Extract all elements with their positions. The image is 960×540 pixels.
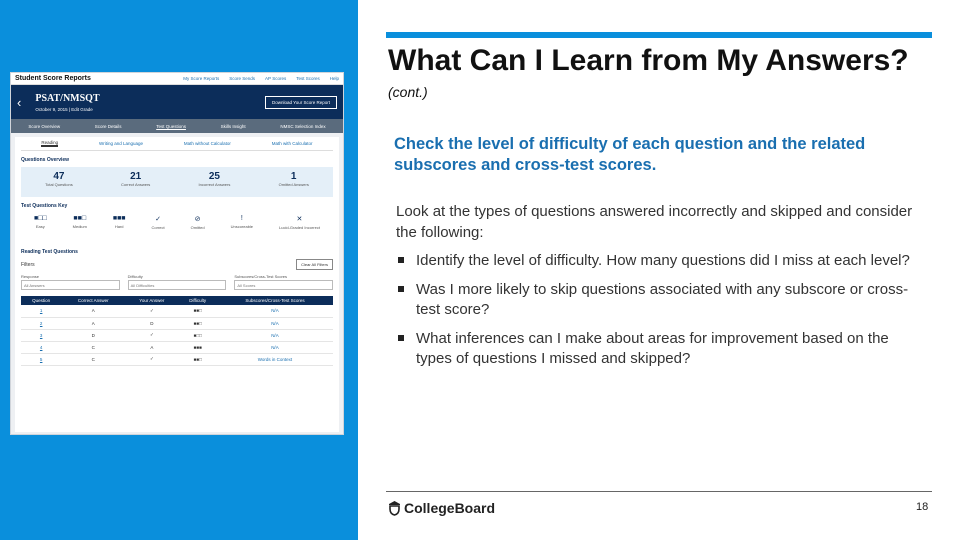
- bullet-square-icon: [398, 335, 404, 341]
- tab-test-questions[interactable]: Test Questions: [156, 123, 186, 129]
- bullet-square-icon: [398, 286, 404, 292]
- tab-reading[interactable]: Reading: [41, 140, 59, 145]
- report-nav-tabs: [11, 119, 343, 133]
- top-link[interactable]: AP Scores: [265, 76, 287, 81]
- col-subscores[interactable]: Subscores/Cross-Test Scores: [217, 296, 333, 305]
- back-chevron-icon[interactable]: ‹: [17, 94, 22, 110]
- key-item: ■■□ Medium: [72, 215, 87, 229]
- footer-rule: [386, 491, 932, 492]
- filter-selects: [21, 274, 333, 290]
- key-item: ⊘ Omitted: [190, 216, 205, 230]
- download-report-button[interactable]: Download Your Score Report: [265, 96, 337, 109]
- key-item: ■□□ Easy: [33, 215, 47, 229]
- col-correct[interactable]: Correct Answer: [61, 296, 125, 305]
- questions-overview: [21, 167, 333, 197]
- key-item: ✕ Lucid-Graded Incorrect: [279, 216, 320, 230]
- subject-tabs: [21, 137, 333, 151]
- top-link[interactable]: Test Scores: [296, 76, 320, 81]
- overview-stat: 25 Incorrect Answers: [198, 171, 231, 187]
- tab-score-details[interactable]: Score Details: [94, 123, 122, 129]
- report-card: [15, 137, 339, 432]
- test-date: October 9, 2015 | Edit Grade: [35, 106, 93, 112]
- filter-response: Response All Answers: [21, 274, 120, 290]
- table-row: 1 A ✓ ■■□ N/A: [21, 305, 333, 317]
- slide-subtitle: (cont.): [388, 84, 428, 100]
- table-row: 3 D ✓ ■□□ N/A: [21, 329, 333, 341]
- omitted-icon: ⊘: [194, 216, 201, 223]
- logo-text: CollegeBoard: [404, 500, 496, 516]
- bullet-list: [396, 251, 916, 378]
- filter-difficulty: Difficulty All Difficulties: [128, 274, 227, 290]
- tab-skills-insight[interactable]: Skills Insight: [220, 123, 246, 129]
- col-your-answer[interactable]: Your Answer: [125, 296, 178, 305]
- test-title: PSAT/NMSQT: [35, 92, 100, 104]
- tab-math-no-calc[interactable]: Math without Calculator: [183, 141, 231, 146]
- slide-title: What Can I Learn from My Answers?: [388, 44, 909, 77]
- subscores-select[interactable]: All Scores: [234, 280, 333, 290]
- bullet-item: Identify the level of difficulty. How many questions did I miss at each level?: [396, 251, 916, 272]
- tab-nmsc-selection-index[interactable]: NMSC Selection Index: [280, 123, 326, 129]
- bullet-item: What inferences can I make about areas for improvement based on the types of questions I missed and skipped?: [396, 329, 916, 370]
- tab-writing[interactable]: Writing and Language: [99, 141, 143, 146]
- key-item: ■■■ Hard: [112, 215, 126, 229]
- key-item: ✓ Correct: [151, 216, 165, 230]
- difficulty-select[interactable]: All Difficulties: [128, 280, 227, 290]
- collegeboard-logo: [388, 500, 495, 516]
- title-accent-rule: [386, 32, 932, 38]
- filter-row: [21, 259, 333, 270]
- warning-icon: !: [240, 215, 243, 222]
- questions-heading: Reading Test Questions: [21, 249, 78, 255]
- tab-math-calc[interactable]: Math with Calculator: [271, 141, 313, 146]
- top-link[interactable]: My Score Reports: [183, 76, 220, 81]
- check-icon: ✓: [155, 216, 161, 223]
- score-report-screenshot: [10, 72, 344, 435]
- filter-subscores: Subscores/Cross-Test Scores All Scores: [234, 274, 333, 290]
- difficulty-hard-icon: ■■■: [112, 215, 126, 222]
- overview-stat: 1 Omitted Answers: [278, 171, 309, 187]
- key-item: ! Unscoreable: [230, 215, 254, 229]
- intro-text: Look at the types of questions answered incorrectly and skipped and consider the following:: [396, 203, 913, 241]
- table-row: 2 A D ■■□ N/A: [21, 317, 333, 329]
- difficulty-medium-icon: ■■□: [73, 215, 87, 222]
- table-row: 4 C A ■■■ N/A: [21, 341, 333, 353]
- top-link[interactable]: Help: [329, 76, 339, 81]
- bullet-square-icon: [398, 257, 404, 263]
- acorn-icon: [388, 500, 401, 516]
- clear-filters-button[interactable]: Clear All Filters: [296, 259, 333, 270]
- bullet-item: Was I more likely to skip questions associated with any subscore or cross-test score?: [396, 280, 916, 321]
- col-difficulty[interactable]: Difficulty: [179, 296, 217, 305]
- x-icon: ✕: [296, 216, 303, 223]
- table-row: 5 C ✓ ■■□ Words in Context: [21, 353, 333, 365]
- key-heading: Test Questions Key: [21, 203, 68, 209]
- questions-table: [21, 296, 333, 366]
- overview-heading: Questions Overview: [21, 157, 70, 163]
- screenshot-topbar: [11, 73, 343, 85]
- col-question[interactable]: Question: [21, 296, 61, 305]
- questions-key: [21, 213, 333, 243]
- report-body: [11, 133, 343, 435]
- tab-score-overview[interactable]: Score Overview: [28, 123, 61, 129]
- filters-label: Filters: [21, 261, 35, 268]
- difficulty-easy-icon: ■□□: [33, 215, 47, 222]
- top-links: [183, 76, 339, 81]
- app-title: Student Score Reports: [15, 75, 91, 82]
- overview-stat: 47 Total Questions: [45, 171, 73, 187]
- top-link[interactable]: Score Sends: [229, 76, 256, 81]
- lead-text: Check the level of difficulty of each question and the related subscores and cross-test scores.: [394, 135, 866, 174]
- overview-stat: 21 Correct Answers: [120, 171, 151, 187]
- report-header: [11, 85, 343, 119]
- response-select[interactable]: All Answers: [21, 280, 120, 290]
- page-number: 18: [916, 501, 929, 513]
